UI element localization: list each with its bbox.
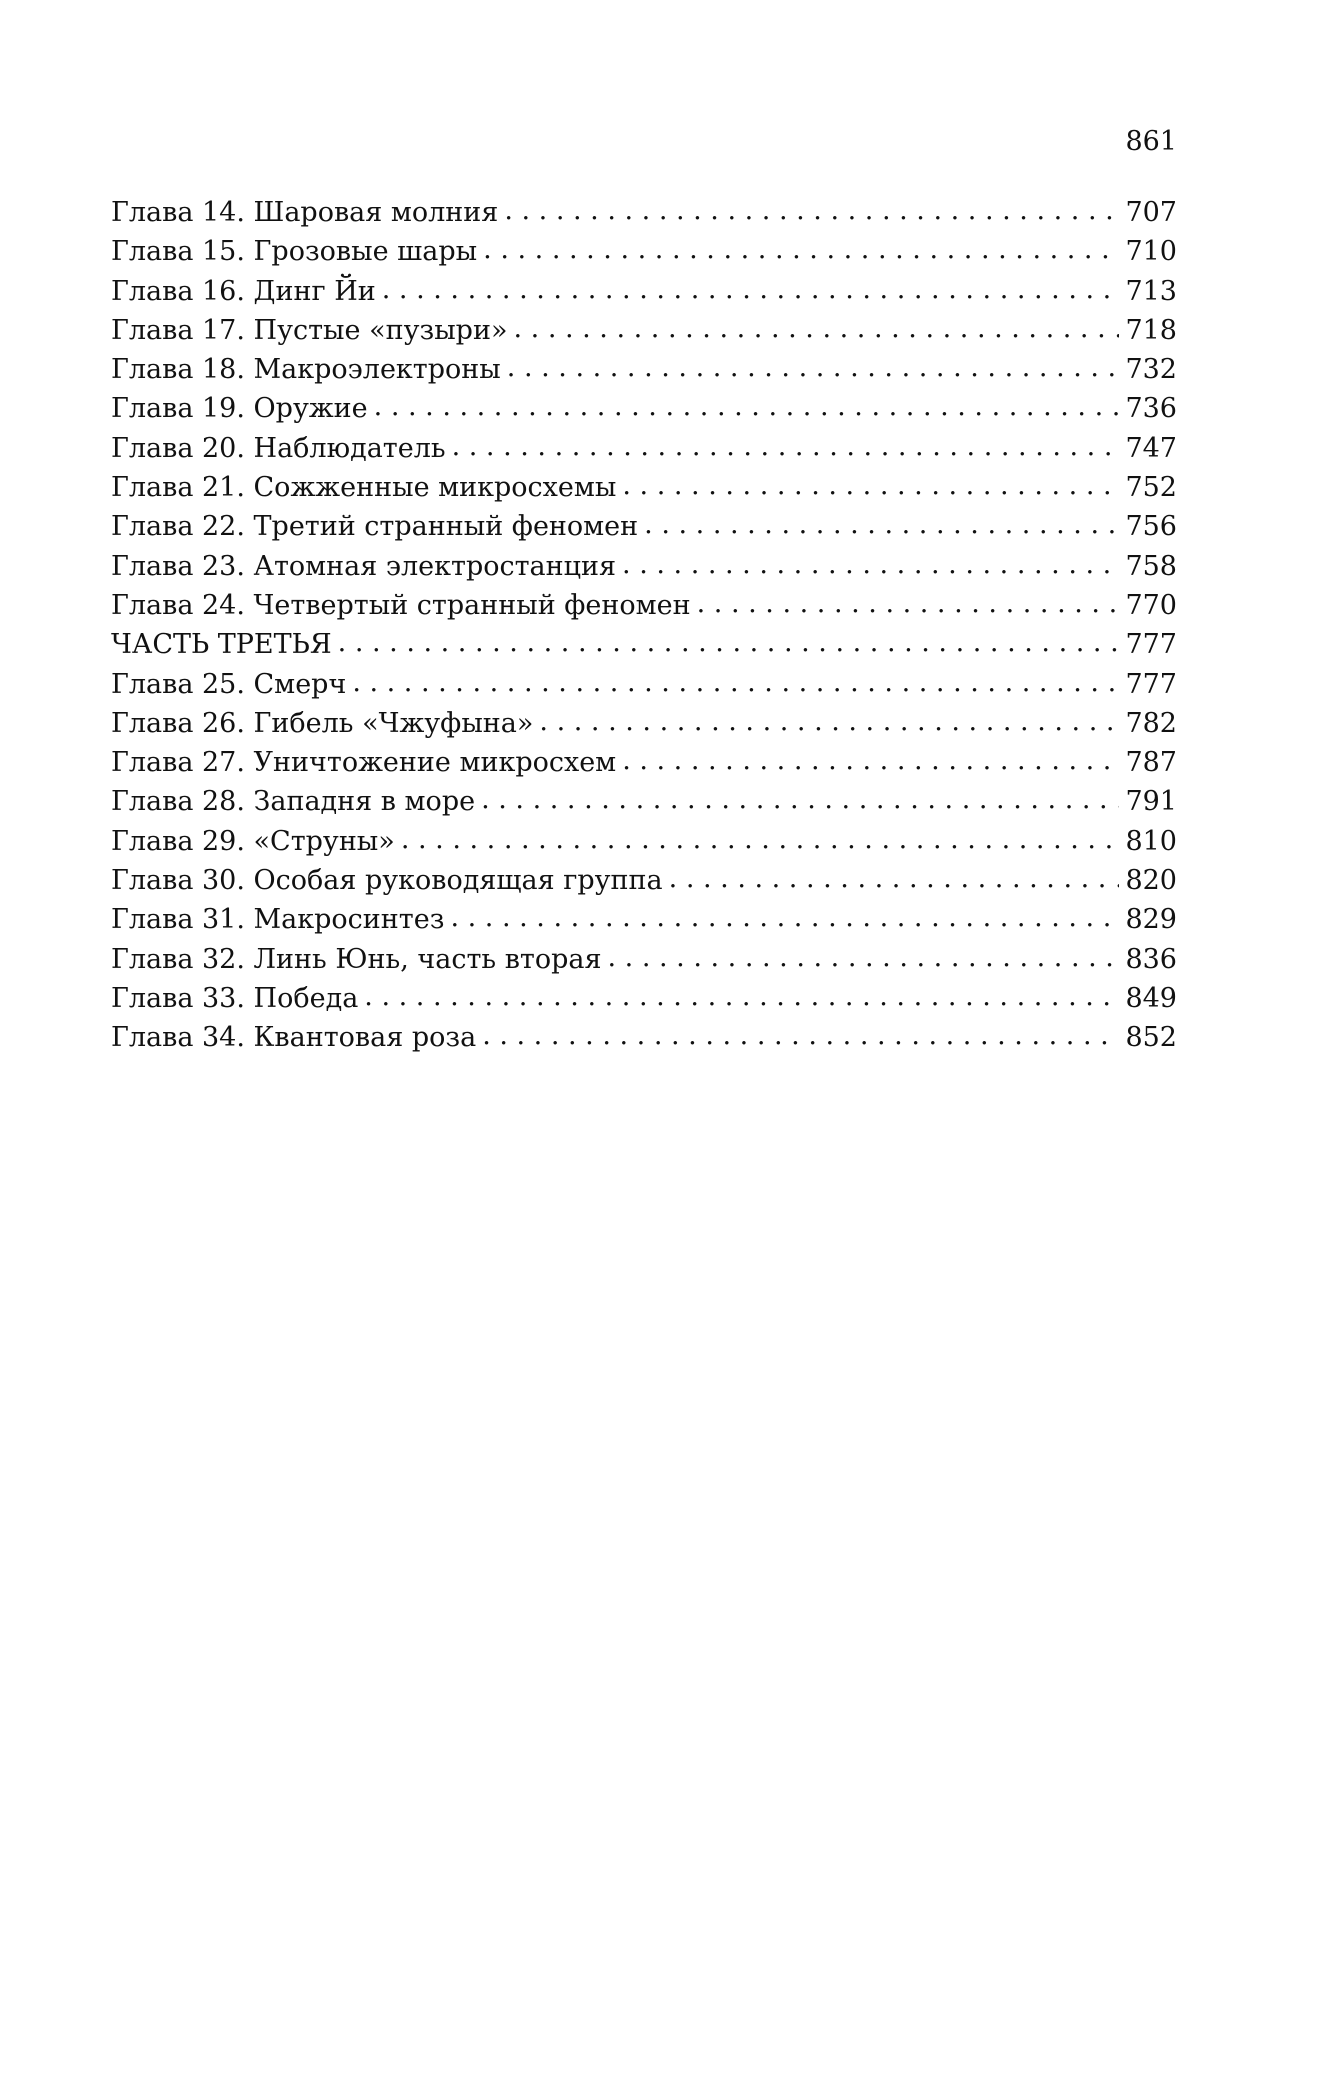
toc-entry-title: ЧАСТЬ ТРЕТЬЯ [111, 629, 332, 661]
toc-entry [111, 232, 1177, 271]
toc-entry-title: Глава 18. Макроэлектроны [111, 354, 501, 386]
toc-dot-leader [622, 741, 1119, 780]
toc-entry-title: Глава 23. Атомная электростанция [111, 550, 617, 582]
toc-entry-page: 756 [1125, 511, 1177, 543]
toc-entry-title: Глава 22. Третий странный феномен [111, 511, 639, 543]
toc-entry-title: Глава 14. Шаровая молния [111, 197, 499, 228]
toc-entry-title: Глава 26. Гибель «Чжуфына» [111, 707, 534, 739]
toc-dot-leader [608, 938, 1120, 977]
toc-dot-leader [338, 623, 1120, 662]
toc-entry-page: 849 [1125, 982, 1177, 1014]
toc-dot-leader [697, 584, 1120, 623]
table-of-contents [111, 193, 1177, 1058]
toc-entry-page: 736 [1125, 393, 1177, 425]
toc-entry-page: 718 [1125, 314, 1177, 346]
toc-dot-leader [504, 191, 1119, 230]
toc-entry-title: Глава 20. Наблюдатель [111, 432, 446, 464]
toc-entry [111, 507, 1177, 546]
toc-entry [111, 350, 1177, 389]
toc-entry [111, 900, 1177, 939]
toc-dot-leader [669, 859, 1120, 898]
page-number: 861 [1125, 126, 1177, 157]
toc-entry-page: 852 [1125, 1022, 1177, 1054]
toc-entry-title: Глава 30. Особая руководящая группа [111, 865, 663, 897]
toc-entry-page: 836 [1125, 943, 1177, 975]
toc-entry [111, 940, 1177, 979]
toc-entry-page: 758 [1125, 550, 1177, 582]
toc-entry-title: Глава 16. Динг Йи [111, 275, 376, 307]
toc-dot-leader [482, 1016, 1119, 1055]
toc-entry-title: Глава 31. Макросинтез [111, 904, 445, 936]
toc-entry [111, 704, 1177, 743]
toc-entry [111, 272, 1177, 311]
toc-entry-title: Глава 27. Уничтожение микросхем [111, 747, 617, 779]
toc-entry-page: 710 [1125, 236, 1177, 268]
toc-dot-leader [622, 466, 1119, 505]
toc-entry-page: 829 [1125, 904, 1177, 936]
toc-dot-leader [539, 702, 1119, 741]
toc-dot-leader [483, 230, 1119, 269]
toc-entry [111, 861, 1177, 900]
toc-entry-title: Глава 34. Квантовая роза [111, 1022, 477, 1054]
toc-entry [111, 429, 1177, 468]
toc-entry [111, 743, 1177, 782]
toc-entry-title: Глава 19. Оружие [111, 393, 368, 425]
toc-entry-title: Глава 33. Победа [111, 982, 359, 1014]
toc-dot-leader [622, 545, 1119, 584]
toc-entry-title: Глава 24. Четвертый странный феномен [111, 589, 691, 621]
toc-entry [111, 586, 1177, 625]
toc-dot-leader [352, 663, 1119, 702]
toc-entry-title: Глава 17. Пустые «пузыри» [111, 314, 508, 346]
toc-entry-title: Глава 25. Смерч [111, 668, 347, 700]
toc-entry [111, 822, 1177, 861]
toc-entry-title: Глава 32. Линь Юнь, часть вторая [111, 943, 602, 975]
toc-dot-leader [382, 270, 1120, 309]
toc-entry [111, 665, 1177, 704]
toc-dot-leader [401, 820, 1120, 859]
toc-entry-page: 820 [1125, 865, 1177, 897]
toc-entry [111, 547, 1177, 586]
toc-entry-page: 770 [1125, 589, 1177, 621]
toc-dot-leader [374, 387, 1120, 426]
toc-entry [111, 979, 1177, 1018]
toc-dot-leader [481, 780, 1119, 819]
toc-entry [111, 389, 1177, 428]
toc-entry-page: 777 [1125, 629, 1177, 661]
toc-entry [111, 468, 1177, 507]
toc-entry-title: Глава 28. Западня в море [111, 786, 476, 818]
toc-entry-page: 791 [1125, 786, 1177, 818]
toc-entry [111, 1018, 1177, 1057]
toc-entry-page: 810 [1125, 825, 1177, 857]
toc-entry-title: Глава 29. «Струны» [111, 825, 395, 857]
toc-entry [111, 311, 1177, 350]
toc-entry-title: Глава 15. Грозовые шары [111, 236, 478, 268]
toc-entry [111, 782, 1177, 821]
toc-dot-leader [452, 427, 1120, 466]
toc-dot-leader [450, 898, 1119, 937]
toc-entry [111, 193, 1177, 232]
toc-part-heading [111, 625, 1177, 664]
toc-dot-leader [507, 348, 1120, 387]
toc-entry-page: 777 [1125, 668, 1177, 700]
toc-entry-page: 747 [1125, 432, 1177, 464]
toc-entry-page: 732 [1125, 354, 1177, 386]
toc-entry-page: 787 [1125, 747, 1177, 779]
toc-entry-page: 713 [1125, 275, 1177, 307]
toc-entry-title: Глава 21. Сожженные микросхемы [111, 472, 617, 504]
toc-dot-leader [644, 505, 1119, 544]
toc-entry-page: 782 [1125, 707, 1177, 739]
toc-dot-leader [513, 309, 1119, 348]
toc-entry-page: 707 [1125, 197, 1177, 228]
toc-entry-page: 752 [1125, 472, 1177, 504]
toc-dot-leader [364, 977, 1119, 1016]
